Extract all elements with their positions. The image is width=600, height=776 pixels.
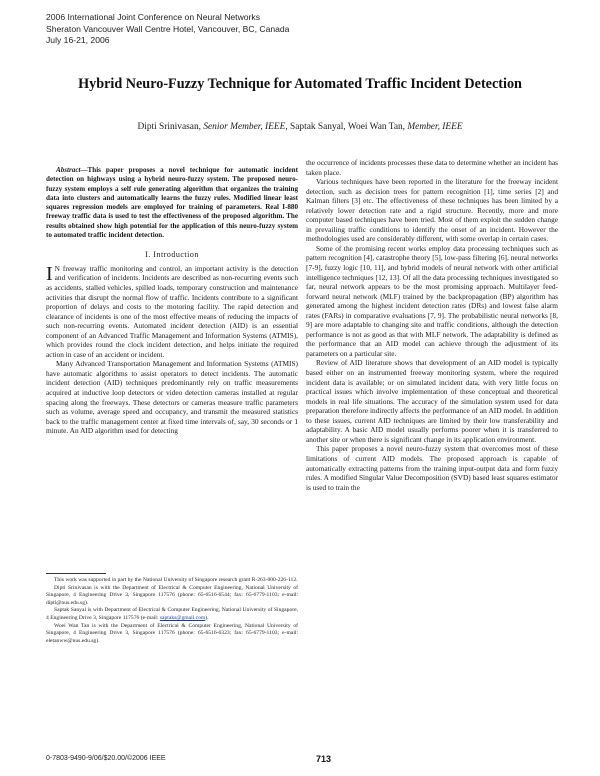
author-line — [40, 121, 560, 133]
footnote-funding: This work was supported in part by the National University of Singapore research grant R-263-000-226-112. — [54, 577, 298, 583]
intro-paragraph-5: Review of AID literature shows that development of an AID model is typically based either on an instrumented freeway monitoring system, where the required incident data is available; or on simulated incident data, with very little focus on practical issues which involve implementation of these conceptual and theoretical models in real life situations. The accuracy of the simulation system used for data preparation therefore indirectly affects the performance of an AID model. In addition to these issues, current AID techniques are limited by their low transferability and adaptability. A basic AID model usually performs poorer when it is transferred to another site or when there is significant change in its application environment. — [306, 358, 558, 444]
author-sanyal-tan: Saptak Sanyal, Woei Wan Tan, — [290, 122, 406, 132]
page-number: 713 — [316, 754, 332, 764]
conference-name: 2006 International Joint Conference on Neural Networks — [46, 12, 261, 22]
footnotes — [46, 577, 298, 645]
right-column — [306, 158, 558, 492]
drop-cap: I — [46, 262, 53, 285]
page-footer — [46, 755, 554, 767]
intro-paragraph-continued: the occurrence of incidents processes these data to determine whether an incident has taken place. — [306, 158, 558, 177]
footnote-sanyal — [46, 607, 298, 622]
intro-paragraph-1 — [46, 264, 298, 359]
paper-title: Hybrid Neuro-Fuzzy Technique for Automated Traffic Incident Detection — [78, 76, 522, 92]
footnote-sanyal-end: ). — [205, 614, 209, 621]
intro-paragraph-2: Many Advanced Transportation Management and Information Systems (ATMIS) have automatic algorithms to assist operators to detect incidents. The automatic incident detection (AID) techniques predominantly rely on traffic measurements acquired at inductive loop detectors or video detection cameras installed at regular spacing along the freeways. These detectors or cameras measure traffic parameters such as volume, average speed and occupancy, and transmit the measured statistics back to the traffic management center at fixed time intervals of, say, 30 seconds or 1 minute. An AID algorithm used for detecting — [46, 359, 298, 436]
abstract — [46, 166, 298, 240]
section-heading-introduction: I. Introduction — [145, 250, 199, 260]
footnote-sanyal-text: Saptak Sanyal is with Department of Electrical & Computer Engineering, National University of Singapore, 4 Engineering Drive 3, Singapore 117576 (e-mail: — [46, 607, 298, 621]
intro-paragraph-3: Various techniques have been reported in the literature for the freeway incident detection, such as decision trees for pattern recognition [1], time series [2] and Kalman filters [3] etc. The effectiveness of these techniques has been limited by a relatively lower detection rate and a rigid structure. Recently, more and more computer based techniques have been tried. Most of them exploit the sudden change in prevailing traffic conditions to identify the onset of an incident. However the methodologies used are considerably different, with some overlap in certain cases. — [306, 177, 558, 244]
intro-paragraph-1-text: N freeway traffic monitoring and control, an important activity is the detection and verification of incidents. Incidents are described as non-recurring events such as accidents, stalled vehicles, spilled loads, temporary construction and maintenance activities that disrupt the normal flow of traffic. Incidents contribute to a significant proportion of delays and costs to the motoring facility. The rapid detection and clearance of incidents is one of the most effective means of reducing the impacts of such non-recurring events. Automated incident detection (AID) is an essential component of an Advanced Traffic Management and Information Systems (ATMIS), which provides round the clock incident detection, and helps initiate the required action in case of an accident or incident. — [46, 263, 298, 359]
author-tan-role: Member, IEEE — [407, 122, 463, 132]
intro-paragraph-4: Some of the promising recent works employ data processing techniques such as pattern recognition [4], catastrophe theory [5], low-pass filtering [6], neural networks [7-9], fuzzy logic [10, 11], and hybrid models of neural network with other artificial intelligence techniques [12, 13]. Of all the data processing techniques investigated so far, neural network appears to be the most promising approach. Multilayer feed-forward neural network (MLF) trained by the backpropagation (BP) algorithm has generated among the highest incident detection rates (DRs) and lowest false alarm rates (FARs) in comparative evaluations [7, 9]. The probabilistic neural networks [8, 9] are more adaptable to changing site and traffic conditions, although the detection performance is not as good as that with MLF network. The adaptability is defined as the performance that an AID model can achieve through the adjustment of its parameters on a particular site. — [306, 243, 558, 358]
abstract-label: Abstract — [56, 166, 81, 174]
left-column — [46, 158, 298, 436]
email-link[interactable]: saptaks@gmail.com — [159, 614, 206, 621]
footnote-divider — [46, 573, 106, 574]
conference-header — [46, 12, 466, 47]
author-srinivasan: Dipti Srinivasan, — [137, 122, 201, 132]
conference-venue: Sheraton Vancouver Wall Centre Hotel, Vancouver, BC, Canada — [46, 23, 290, 34]
isbn-copyright: 0-7803-9490-9/06/$20.00/©2006 IEEE — [46, 755, 166, 762]
author-srinivasan-role: Senior Member, IEEE, — [203, 122, 288, 132]
abstract-text: —This paper proposes a novel technique for automatic incident detection on highways using a hybrid neuro-fuzzy system. The proposed neuro-fuzzy system employs a self rule generating algorithm that organizes the training data into clusters and automatically learns the fuzzy rules. Modified linear least squares regression models are employed for training of parameters. Real I-880 freeway traffic data is used to test the effectiveness of the proposed algorithm. The results obtained show high potential for the application of this neuro-fuzzy system to automated traffic incident detection. — [46, 166, 298, 240]
footnote-srinivasan: Dipti Srinivasan is with the Department of Electrical & Computer Engineering, National University of Singapore, 4 Engineering Drive 3, Singapore 117576 (phone: 65-6516-6544; fax: 65-6779-1103; e-mail: dipti@nus.edu.sg). — [46, 584, 298, 606]
intro-paragraph-6: This paper proposes a novel neuro-fuzzy system that overcomes most of these limitations of current AID models. The proposed approach is capable of automatically extracting patterns from the training input-output data and form fuzzy rules. A modified Singular Value Decomposition (SVD) based least squares estimator is used to train the — [306, 444, 558, 492]
footnote-tan: Woei Wan Tan is with the Department of Electrical & Computer Engineering, National University of Singapore, 4 Engineering Drive 3, Singapore 117576 (phone: 65-6516-6323; fax: 65-6779-1103; e-mail: eletanww@nus.edu.sg). — [46, 622, 298, 644]
conference-dates: July 16-21, 2006 — [46, 35, 110, 46]
